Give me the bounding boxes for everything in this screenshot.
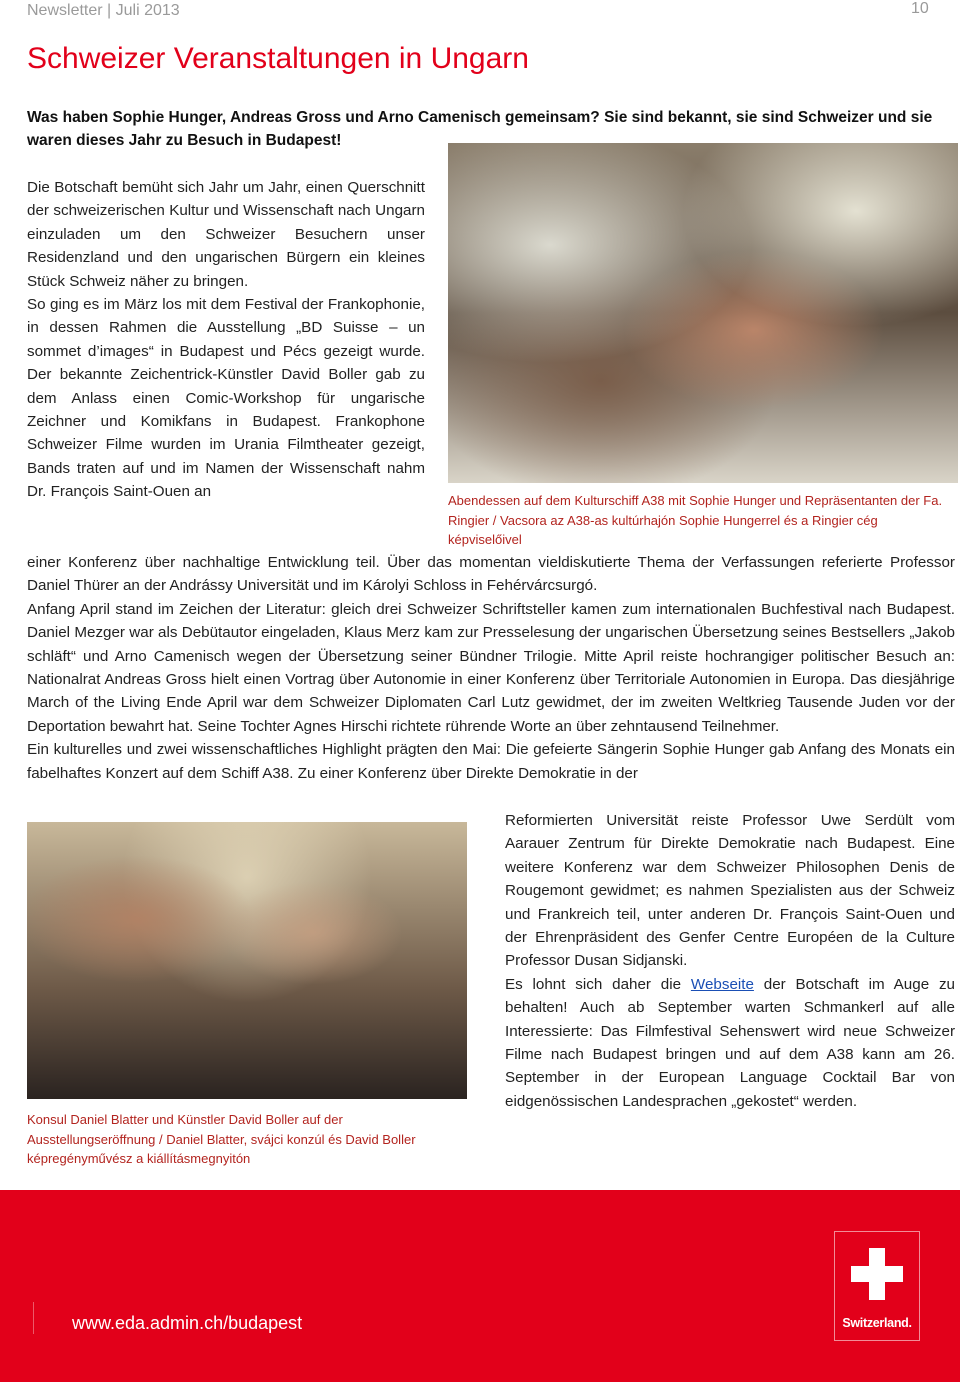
paragraph-botschaft: Die Botschaft bemüht sich Jahr um Jahr, einen Querschnitt der schweizerischen Kultur und Wissenschaft nach Ungarn einzuladen um den Schweizer Besuchern unser Residenzland und den ungarischen Bürgern ein kleines Stück Schweiz näher zu bringen. bbox=[27, 179, 425, 290]
webseite-link[interactable]: Webseite bbox=[690, 975, 754, 993]
text-column-right bbox=[505, 809, 955, 1113]
newsletter-label: Newsletter | Juli 2013 bbox=[27, 2, 180, 19]
article-intro: Was haben Sophie Hunger, Andreas Gross und Arno Camenisch gemeinsam? Sie sind bekannt, sie sind Schweizer und sie waren dieses Jahr zu Besuch in Budapest! bbox=[27, 109, 933, 149]
article-title: Schweizer Veranstaltungen in Ungarn bbox=[27, 42, 529, 75]
webseite-text-before: Es lohnt sich daher die bbox=[505, 975, 691, 993]
paragraph-reformierte-universitaet: Reformierten Universität reiste Professor Uwe Serdült vom Aarauer Zentrum für Direkte Demokratie nach Budapest. Eine weitere Konferenz war dem Schweizer Philosophen Denis de Rougemont gewidmet; es nahmen Spezialisten aus der Schweiz und Frankreich teil, unter anderen Dr. François Saint-Ouen und der Ehrenpräsident des Genfer Centre Européen de la Culture Professor Dusan Sidjanski. bbox=[505, 812, 955, 970]
page-number: 10 bbox=[911, 0, 929, 17]
footer-band bbox=[0, 1190, 960, 1382]
paragraph-maerz: So ging es im März los mit dem Festival der Frankophonie, in dessen Rahmen die Ausstellung „BD Suisse – un sommet d’images“ in Budapest und Pécs gezeigt wurde. Der bekannte Zeichentrick-Künstler David Boller gab zu dem Anlass einen Comic-Workshop für ungarische Zeichner und Komikfans in Budapest. Frankophone Schweizer Filme wurden im Urania Filmtheater gezeigt, Bands traten auf und im Namen der Wissenschaft nahm Dr. François Saint-Ouen an bbox=[27, 296, 425, 501]
paragraph-konferenz: einer Konferenz über nachhaltige Entwicklung teil. Über das momentan vieldiskutierte Thema der Verfassungen referierte Professor Daniel Thürer an der Andrássy Universität und im Károlyi Schloss in Fehérvárcsurgó. bbox=[27, 554, 955, 595]
exhibition-photo bbox=[27, 822, 467, 1099]
paragraph-mai: Ein kulturelles und zwei wissenschaftliches Highlight prägten den Mai: Die gefeierte Sängerin Sophie Hunger gab Anfang des Monats ein fabelhaftes Konzert auf dem Schiff A38. Zu einer Konferenz über Direkte Demokratie in der bbox=[27, 741, 955, 782]
dinner-photo-caption: Abendessen auf dem Kulturschiff A38 mit Sophie Hunger und Repräsentanten der Fa. Ringier / Vacsora az A38-as kultúrhajón Sophie Hungerrel és a Ringier cég képviselőivel bbox=[448, 493, 943, 547]
footer-url[interactable]: www.eda.admin.ch/budapest bbox=[72, 1313, 303, 1333]
webseite-text-after: der Botschaft im Auge zu behalten! Auch ab September warten Schmankerl auf alle Interessierte: Das Filmfestival Sehenswert wird neue Schweizer Filme nach Budapest bringen und auf dem A38 kann am 26. September in der European Language Cocktail Bar von eidgenössischen Landesprachen „gekostet“ werden. bbox=[505, 975, 956, 1110]
footer-divider bbox=[33, 1302, 34, 1334]
swiss-logo bbox=[834, 1231, 920, 1341]
exhibition-photo-caption: Konsul Daniel Blatter und Künstler David Boller auf der Ausstellungseröffnung / Daniel Blatter, svájci konzúl és David Boller képregényművész a kiállításmegnyitón bbox=[27, 1112, 416, 1166]
logo-text: Switzerland. bbox=[842, 1316, 912, 1330]
paragraph-webseite bbox=[505, 973, 955, 1113]
swiss-cross-icon-bar bbox=[851, 1266, 903, 1282]
dinner-photo bbox=[448, 143, 958, 483]
text-column-left bbox=[27, 176, 425, 504]
text-full-width bbox=[27, 551, 955, 785]
paragraph-april: Anfang April stand im Zeichen der Literatur: gleich drei Schweizer Schriftsteller kamen zum internationalen Buchfestival nach Budapest. Daniel Mezger war als Debütautor eingeladen, Klaus Merz kam zur Presselesung der ungarischen Übersetzung seines Bestsellers „Jakob schläft“ und Arno Camenisch wegen der Übersetzung seiner Bündner Trilogie. Mitte April reiste hochrangiger politischer Besuch an: Nationalrat Andreas Gross hielt einen Vortrag über Autonomie in einer Konferenz über Territoriale Autonomien in Europa. Das diesjährige March of the Living Ende April war dem Schweizer Diplomaten Carl Lutz gewidmet, der im zweiten Weltkrieg Tausende Juden vor der Deportation bewahrt hat. Seine Tochter Agnes Hirschi richtete rührende Worte an über zehntausend Teilnehmer. bbox=[27, 600, 955, 735]
